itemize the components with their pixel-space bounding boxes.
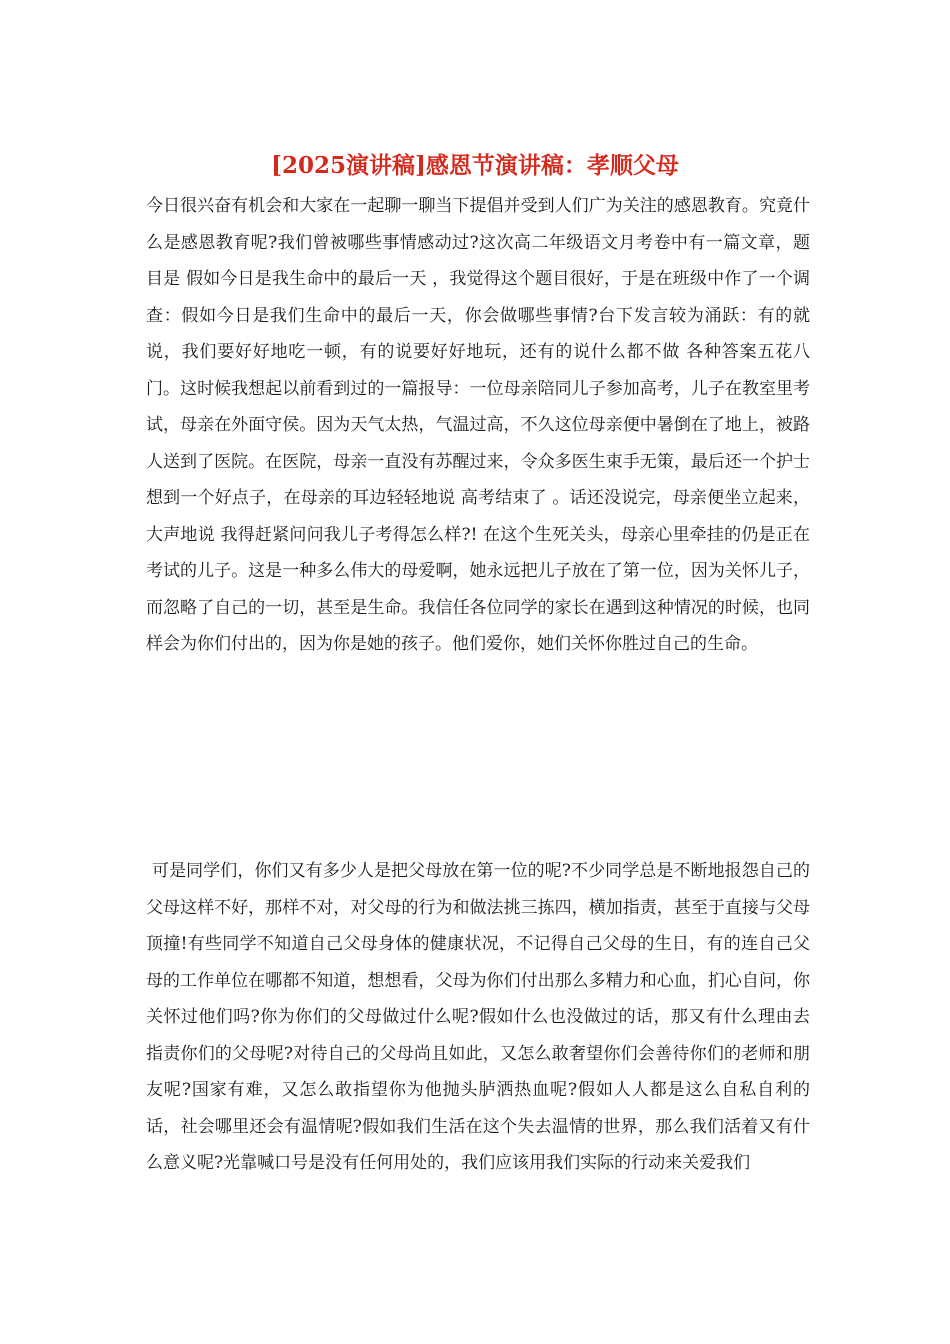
body-paragraph-1: 今日很兴奋有机会和大家在一起聊一聊当下提倡并受到人们广为关注的感恩教育。究竟什么是感恩教育呢?我们曾被哪些事情感动过?这次高二年级语文月考卷中有一篇文章，题目是 假如今日是我生命中的最后一天 ，我觉得这个题目很好，于是在班级中作了一个调查：假如今日是我们生命中的最后一天，你会做哪些事情?台下发言较为涌跃：有的就说，我们要好好地吃一顿，有的说要好好地玩，还有的说什么都不做 各种答案五花八门。这时候我想起以前看到过的一篇报导：一位母亲陪同儿子参加高考，儿子在教室里考试，母亲在外面守侯。因为天气太热，气温过高，不久这位母亲便中暑倒在了地上，被路人送到了医院。在医院，母亲一直没有苏醒过来，令众多医生束手无策，最后还一个护士想到一个好点子，在母亲的耳边轻轻地说 高考结束了 。话还没说完，母亲便坐立起来，大声地说 我得赶紧问问我儿子考得怎么样?! 在这个生死关头，母亲心里牵挂的仍是正在考试的儿子。这是一种多么伟大的母爱啊，她永远把儿子放在了第一位，因为关怀儿子，而忽略了自己的一切，甚至是生命。我信任各位同学的家长在遇到这种情况的时候，也同样会为你们付出的，因为你是她的孩子。他们爱你，她们关怀你胜过自己的生命。 — [146, 196, 810, 654]
page-title: [2025演讲稿]感恩节演讲稿：孝顺父母 — [271, 152, 679, 179]
body-paragraph-2: 可是同学们，你们又有多少人是把父母放在第一位的呢?不少同学总是不断地报怨自己的父母这样不好，那样不对，对父母的行为和做法挑三拣四，横加指责，甚至于直接与父母顶撞!有些同学不知道自己父母身体的健康状况，不记得自己父母的生日，有的连自己父母的工作单位在哪都不知道，想想看，父母为你们付出那么多精力和心血，扪心自问，你关怀过他们吗?你为你们的父母做过什么呢?假如什么也没做过的话，那又有什么理由去指责你们的父母呢?对待自己的父母尚且如此，又怎么敢奢望你们会善待你们的老师和朋友呢?国家有难，又怎么敢指望你为他抛头胪洒热血呢?假如人人都是这么自私自利的话，社会哪里还会有温情呢?假如我们生活在这个失去温情的世界，那么我们活着又有什么意义呢?光靠喊口号是没有任何用处的，我们应该用我们实际的行动来关爱我们 — [146, 861, 810, 1173]
